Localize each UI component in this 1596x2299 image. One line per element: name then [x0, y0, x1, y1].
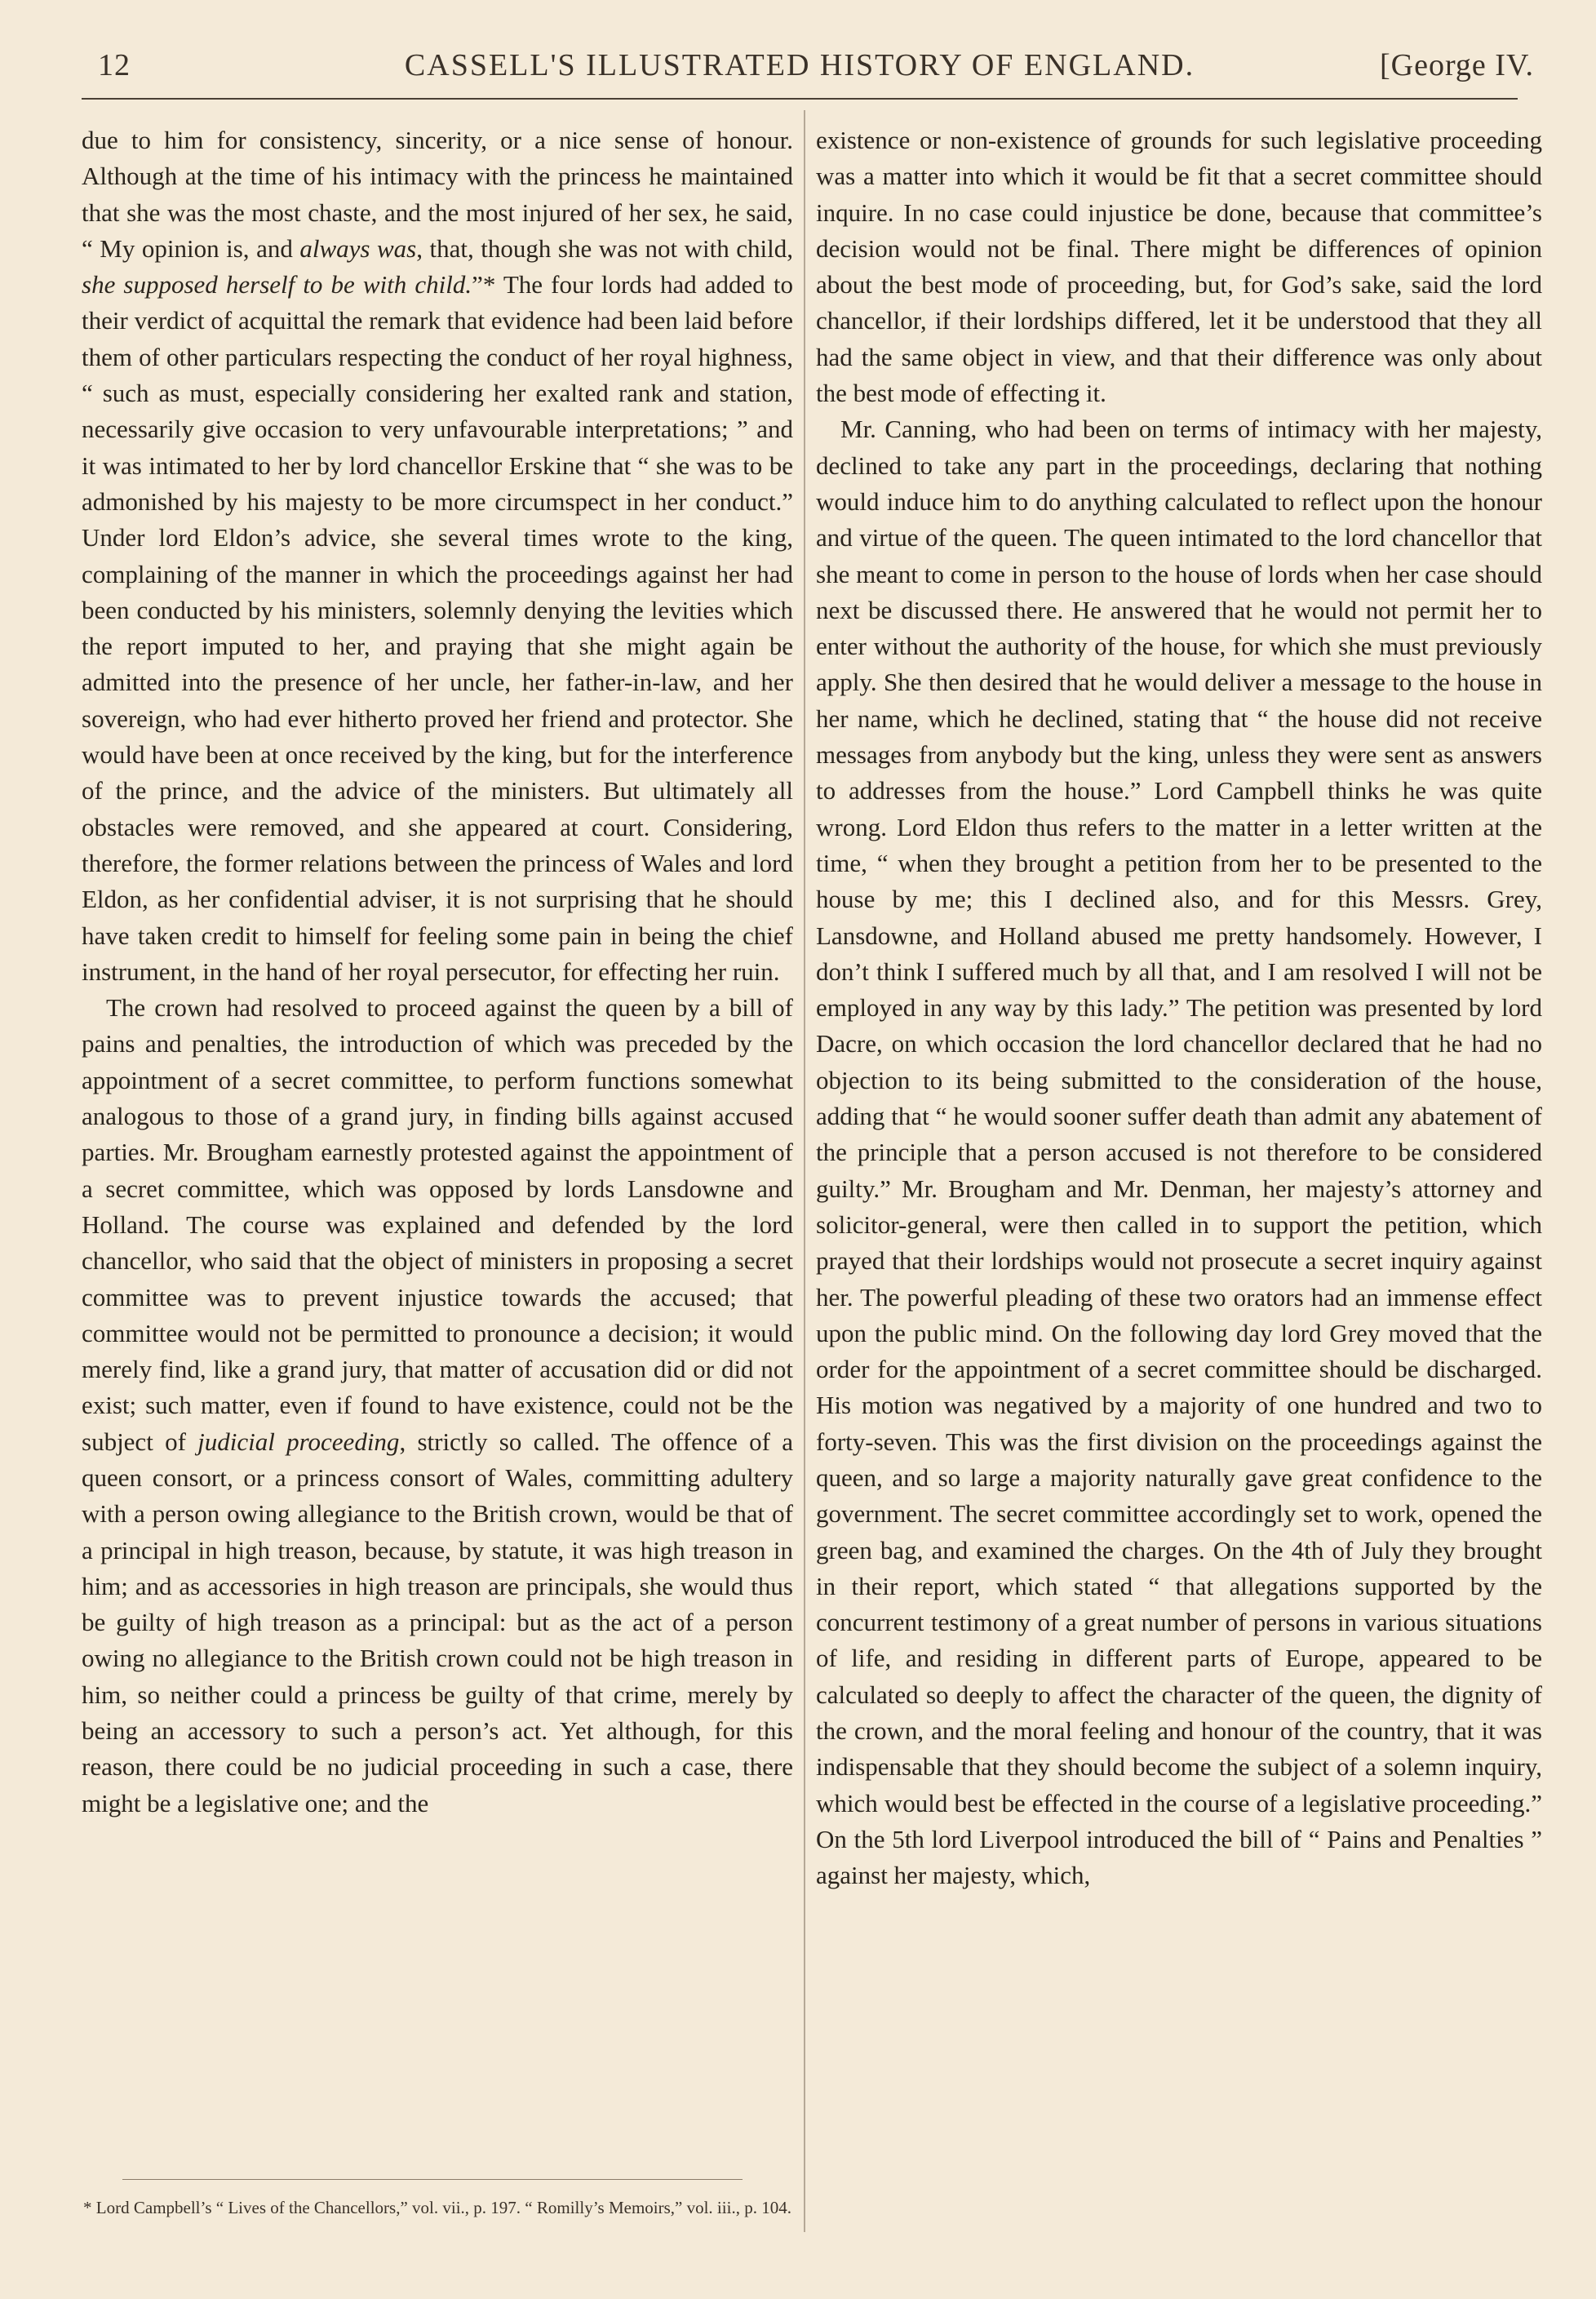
- column-divider: [804, 110, 805, 2232]
- footnote: * Lord Campbell’s “ Lives of the Chancellors,” vol. vii., p. 197. “ Romilly’s Memoirs,” vol. iii., p. 104.: [83, 2198, 791, 2217]
- footnote-rule: [122, 2179, 743, 2180]
- page-number: 12: [98, 48, 131, 82]
- right-paragraph-1: existence or non-existence of grounds for such legislative proceeding was a matter into which it would be fit that a secret committee should inquire. In no case could injustice be done, because that committee’s decision would not be final. There might be differences of opinion about the best mode of proceeding, but, for God’s sake, said the lord chancellor, if their lordships differed, let it be understood that they all had the same object in view, and that their difference was only about the best mode of effecting it.: [816, 126, 1542, 408]
- header-rule: [82, 98, 1518, 100]
- right-paragraph-2: Mr. Canning, who had been on terms of intimacy with her majesty, declined to take any part in the proceedings, declaring that nothing would induce him to do anything calculated to reflect upon the honour and virtue of the queen. The queen intimated to the lord chancellor that she meant to come in person to the house of lords when her case should next be discussed there. He answered that he would not permit her to enter without the authority of the house, for which she must previously apply. She then desired that he would deliver a message to the house in her name, which he declined, stating that “ the house did not receive messages from anybody but the king, unless they were sent as answers to addresses from the house.” Lord Campbell thinks he was quite wrong. Lord Eldon thus refers to the matter in a letter written at the time, “ when they brought a petition from her to be presented to the house by me; this I declined also, and for this Messrs. Grey, Lansdowne, and Holland abused me pretty handsomely. However, I don’t think I suffered much by all that, and I am resolved I will not be employed in any way by this lady.” The petition was presented by lord Dacre, on which occasion the lord chancellor declared that he had no objection to its being submitted to the consideration of the house, adding that “ he would sooner suffer death than admit any abatement of the principle that a person accused is not therefore to be considered guilty.” Mr. Brougham and Mr. Denman, her majesty’s attorney and solicitor-general, were then called in to support the petition, which prayed that their lordships would not prosecute a secret inquiry against her. The powerful pleading of these two orators had an immense effect upon the public mind. On the following day lord Grey moved that the order for the appointment of a secret committee should be discharged. His motion was negatived by a majority of one hundred and two to forty-seven. This was the first division on the proceedings against the queen, and so large a majority naturally gave great confidence to the government. The secret committee accordingly set to work, opened the green bag, and examined the charges. On the 4th of July they brought in their report, which stated “ that allegations supported by the concurrent testimony of a great number of persons in various situations of life, and residing in different parts of Europe, appeared to be calculated so deeply to affect the character of the queen, the dignity of the crown, and the moral feeling and honour of the country, that it was indispensable that they should become the subject of a solemn inquiry, which would best be effected in the course of a legislative proceeding.” On the 5th lord Liverpool introduced the bill of “ Pains and Penalties ” against her majesty, which,: [816, 415, 1542, 1890]
- left-paragraph-1: due to him for consistency, sincerity, or a nice sense of honour. Although at the time of his intimacy with the princess he maintained that she was the most chaste, and the most injured of her sex, he said, “ My opinion is, and always was, that, though she was not with child, she supposed herself to be with child.”* The four lords had added to their verdict of acquittal the remark that evidence had been laid before them of other particulars respecting the conduct of her royal highness, “ such as must, especially considering her exalted rank and station, necessarily give occasion to very unfavourable interpretations; ” and it was intimated to her by lord chancellor Erskine that “ she was to be admonished by his majesty to be more circumspect in her conduct.” Under lord Eldon’s advice, she several times wrote to the king, complaining of the manner in which the proceedings against her had been conducted by his ministers, solemnly denying the levities which the report imputed to her, and praying that she might again be admitted into the presence of her uncle, her father-in-law, and her sovereign, who had ever hitherto proved her friend and protector. She would have been at once received by the king, but for the interference of the prince, and the advice of the ministers. But ultimately all obstacles were removed, and she appeared at court. Considering, therefore, the former relations between the princess of Wales and lord Eldon, as her confidential adviser, it is not surprising that he should have taken credit to himself for feeling some pain in being the chief instrument, in the hand of her royal persecutor, for effecting her ruin.: [82, 126, 794, 986]
- left-paragraph-2: The crown had resolved to proceed against the queen by a bill of pains and penalties, the introduction of which was preceded by the appointment of a secret committee, to perform functions somewhat analogous to those of a grand jury, in finding bills against accused parties. Mr. Brougham earnestly protested against the appointment of a secret committee, which was opposed by lords Lansdowne and Holland. The course was explained and defended by the lord chancellor, who said that the object of ministers in proposing a secret committee was to prevent injustice towards the accused; that committee would not be permitted to pronounce a decision; it would merely find, like a grand jury, that matter of accusation did or did not exist; such matter, even if found to have existence, could not be the subject of judicial proceeding, strictly so called. The offence of a queen consort, or a princess consort of Wales, committing adultery with a person owing allegiance to the British crown, would be that of a principal in high treason, because, by statute, it was high treason in him; and as accessories in high treason are principals, she would thus be guilty of high treason as a principal: but as the act of a person owing no allegiance to the British crown could not be high treason in him, so neither could a princess be guilty of that crime, merely by being an accessory to such a person’s act. Yet although, for this reason, there could be no judicial proceeding in such a case, there might be a legislative one; and the: [82, 993, 794, 1817]
- right-column: [816, 122, 1542, 2285]
- running-head: [49, 42, 1550, 91]
- left-column: [82, 122, 793, 2163]
- section-label: [George IV.: [1380, 48, 1534, 82]
- book-title: CASSELL'S ILLUSTRATED HISTORY OF ENGLAND.: [404, 48, 1195, 82]
